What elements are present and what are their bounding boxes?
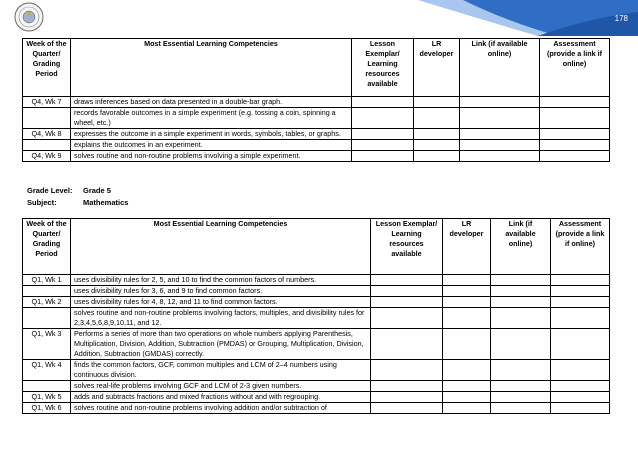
- header-banner: [388, 0, 638, 36]
- week-cell: Q4, Wk 8: [23, 129, 71, 140]
- table-row: [23, 151, 610, 162]
- competency-cell: expresses the outcome in a simple experiment in words, symbols, tables, or graphs.: [71, 129, 352, 140]
- competency-cell: solves routine and non-routine problems involving addition and/or subtraction of: [71, 403, 371, 414]
- table-header-row: [23, 219, 610, 275]
- competency-cell: explains the outcomes in an experiment.: [71, 140, 352, 151]
- competency-cell: solves real-life problems involving GCF and LCM of 2-3 given numbers.: [71, 381, 371, 392]
- competency-cell: uses divisibility rules for 2, 5, and 10 to find the common factors of numbers.: [71, 275, 371, 286]
- page-number: 178: [614, 14, 628, 23]
- week-cell: Q1, Wk 3: [23, 329, 71, 360]
- competency-cell: adds and subtracts fractions and mixed fractions without and with regrouping.: [71, 392, 371, 403]
- competencies-table-top: [22, 38, 610, 162]
- competency-cell: solves routine and non-routine problems involving factors, multiples, and divisibility rules for 2,3,4,5,6,8,9,10,11, and 12.: [71, 308, 371, 329]
- header-link: Link (if available online): [491, 219, 551, 275]
- week-cell: [23, 108, 71, 129]
- header-assessment: Assessment (provide a link if online): [551, 219, 610, 275]
- competency-cell: records favorable outcomes in a simple experiment (e.g. tossing a coin, spinning a wheel, etc.): [71, 108, 352, 129]
- table-row: [23, 329, 610, 360]
- week-cell: Q1, Wk 6: [23, 403, 71, 414]
- week-cell: Q1, Wk 2: [23, 297, 71, 308]
- header-lesson-exemplar: Lesson Exemplar/ Learning resources available: [352, 39, 414, 97]
- week-cell: Q4, Wk 7: [23, 97, 71, 108]
- header-assessment: Assessment (provide a link if online): [540, 39, 610, 97]
- table-row: [23, 403, 610, 414]
- header-lesson-exemplar: Lesson Exemplar/ Learning resources available: [371, 219, 443, 275]
- table-row: [23, 381, 610, 392]
- table-row: [23, 392, 610, 403]
- header-week: Week of the Quarter/ Grading Period: [23, 219, 71, 275]
- week-cell: [23, 286, 71, 297]
- header-link: Link (if available online): [460, 39, 540, 97]
- subject-value: Mathematics: [83, 198, 129, 207]
- table-row: [23, 108, 610, 129]
- header-lr-developer: LR developer: [443, 219, 491, 275]
- grade-level-value: Grade 5: [83, 186, 111, 195]
- grade-level-line: [27, 186, 111, 195]
- table-row: [23, 97, 610, 108]
- competency-cell: Performs a series of more than two operations on whole numbers applying Parenthesis, Multiplication, Division, Addition, Subtraction (PMDAS) or Grouping, Multiplication, Division, Addition, Subtraction (GMDAS) correctly.: [71, 329, 371, 360]
- header-competencies: Most Essential Learning Competencies: [71, 39, 352, 97]
- table-row: [23, 140, 610, 151]
- header-lr-developer: LR developer: [414, 39, 460, 97]
- week-cell: [23, 308, 71, 329]
- table-row: [23, 308, 610, 329]
- competency-cell: draws inferences based on data presented in a double-bar graph.: [71, 97, 352, 108]
- table-row: [23, 275, 610, 286]
- subject-line: [27, 198, 129, 207]
- competency-cell: solves routine and non-routine problems involving a simple experiment.: [71, 151, 352, 162]
- competencies-table-grade5: [22, 218, 610, 414]
- competency-cell: uses divisibility rules for 3, 6, and 9 to find common factors.: [71, 286, 371, 297]
- week-cell: Q1, Wk 5: [23, 392, 71, 403]
- table-row: [23, 129, 610, 140]
- competency-cell: uses divisibility rules for 4, 8, 12, and 11 to find common factors.: [71, 297, 371, 308]
- week-cell: Q1, Wk 4: [23, 360, 71, 381]
- header-week: Week of the Quarter/ Grading Period: [23, 39, 71, 97]
- table-row: [23, 286, 610, 297]
- table-row: [23, 297, 610, 308]
- header-competencies: Most Essential Learning Competencies: [71, 219, 371, 275]
- week-cell: [23, 140, 71, 151]
- competency-cell: finds the common factors, GCF, common multiples and LCM of 2–4 numbers using continuous division.: [71, 360, 371, 381]
- grade-level-label: Grade Level:: [27, 186, 73, 195]
- table-header-row: [23, 39, 610, 97]
- week-cell: Q4, Wk 9: [23, 151, 71, 162]
- table-row: [23, 360, 610, 381]
- subject-label: Subject:: [27, 198, 57, 207]
- week-cell: [23, 381, 71, 392]
- week-cell: Q1, Wk 1: [23, 275, 71, 286]
- deped-seal-logo: [14, 2, 44, 32]
